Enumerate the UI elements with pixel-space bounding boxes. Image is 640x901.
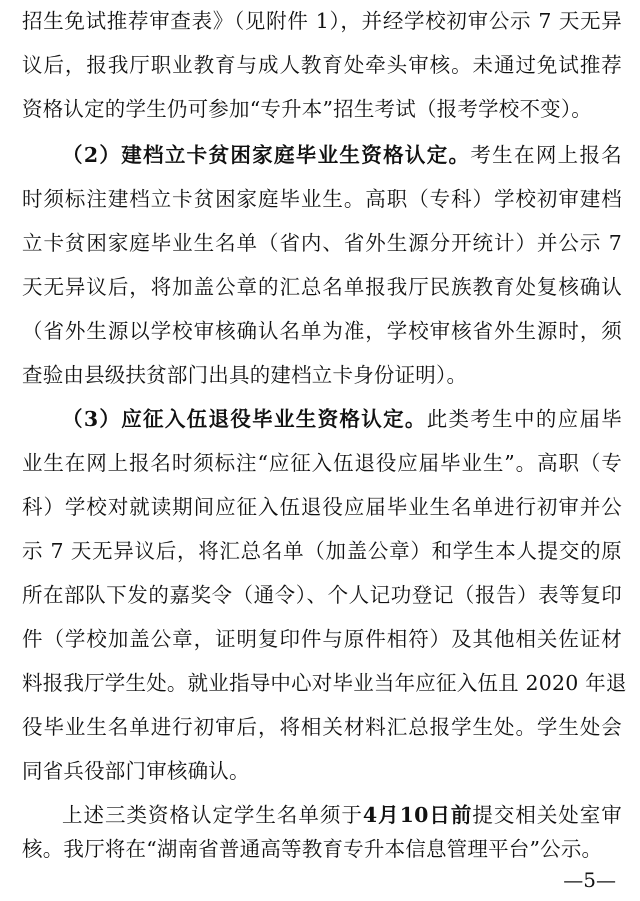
body-text-line: 同省兵役部门审核确认。 bbox=[22, 759, 250, 783]
deadline-sentence-start: 上述三类资格认定学生名单须于 bbox=[62, 803, 363, 827]
body-text-line bbox=[62, 800, 622, 830]
body-text-line: 时须标注建档立卡贫困家庭毕业生。高职（专科）学校初审建档 bbox=[22, 187, 622, 211]
body-text-line: 所在部队下发的嘉奖令（通令）、个人记功登记（报告）表等复印 bbox=[22, 583, 622, 607]
section-heading-text: 此类考生中的应届毕 bbox=[426, 407, 622, 431]
body-text-line: 示 7 天无异议后，将汇总名单（加盖公章）和学生本人提交的原 bbox=[22, 539, 622, 563]
body-text-line: 查验由县级扶贫部门出具的建档立卡身份证明）。 bbox=[22, 363, 468, 387]
section-heading: （3）应征入伍退役毕业生资格认定。 bbox=[62, 407, 427, 431]
body-text-line: （省外生源以学校审核确认名单为准，学校审核省外生源时，须 bbox=[22, 319, 622, 343]
deadline-date: 4月10日前 bbox=[362, 803, 473, 827]
body-text-line: 核。我厅将在“湖南省普通高等教育专升本信息管理平台”公示。 bbox=[22, 837, 603, 861]
body-text-line: 立卡贫困家庭毕业生名单（省内、省外生源分开统计）并公示 7 bbox=[22, 231, 622, 255]
section-heading-text: 考生在网上报名 bbox=[470, 143, 622, 167]
body-text-line: 天无异议后，将加盖公章的汇总名单报我厅民族教育处复核确认 bbox=[22, 275, 622, 299]
body-text-line: 役毕业生名单进行初审后，将相关材料汇总报学生处。学生处会 bbox=[22, 715, 622, 739]
body-text-line: 资格认定的学生仍可参加“专升本”招生考试（报考学校不变）。 bbox=[22, 97, 593, 121]
body-text-line: 议后，报我厅职业教育与成人教育处牵头审核。未通过免试推荐 bbox=[22, 53, 622, 77]
page-number: —5— bbox=[563, 868, 616, 892]
body-text-line: 料报我厅学生处。就业指导中心对毕业当年应征入伍且 2020 年退 bbox=[22, 671, 627, 695]
body-text-line: 业生在网上报名时须标注“应征入伍退役应届毕业生”。高职（专 bbox=[22, 451, 622, 475]
body-text-line: 件（学校加盖公章，证明复印件与原件相符）及其他相关佐证材 bbox=[22, 627, 622, 651]
body-text-line: 科）学校对就读期间应征入伍退役应届毕业生名单进行初审并公 bbox=[22, 495, 622, 519]
deadline-sentence-end: 提交相关处室审 bbox=[472, 803, 622, 827]
body-text-line: 招生免试推荐审查表》（见附件 1），并经学校初审公示 7 天无异 bbox=[22, 9, 622, 33]
section-heading-line bbox=[62, 140, 622, 170]
section-heading-line bbox=[62, 404, 622, 434]
section-heading: （2）建档立卡贫困家庭毕业生资格认定。 bbox=[62, 143, 471, 167]
